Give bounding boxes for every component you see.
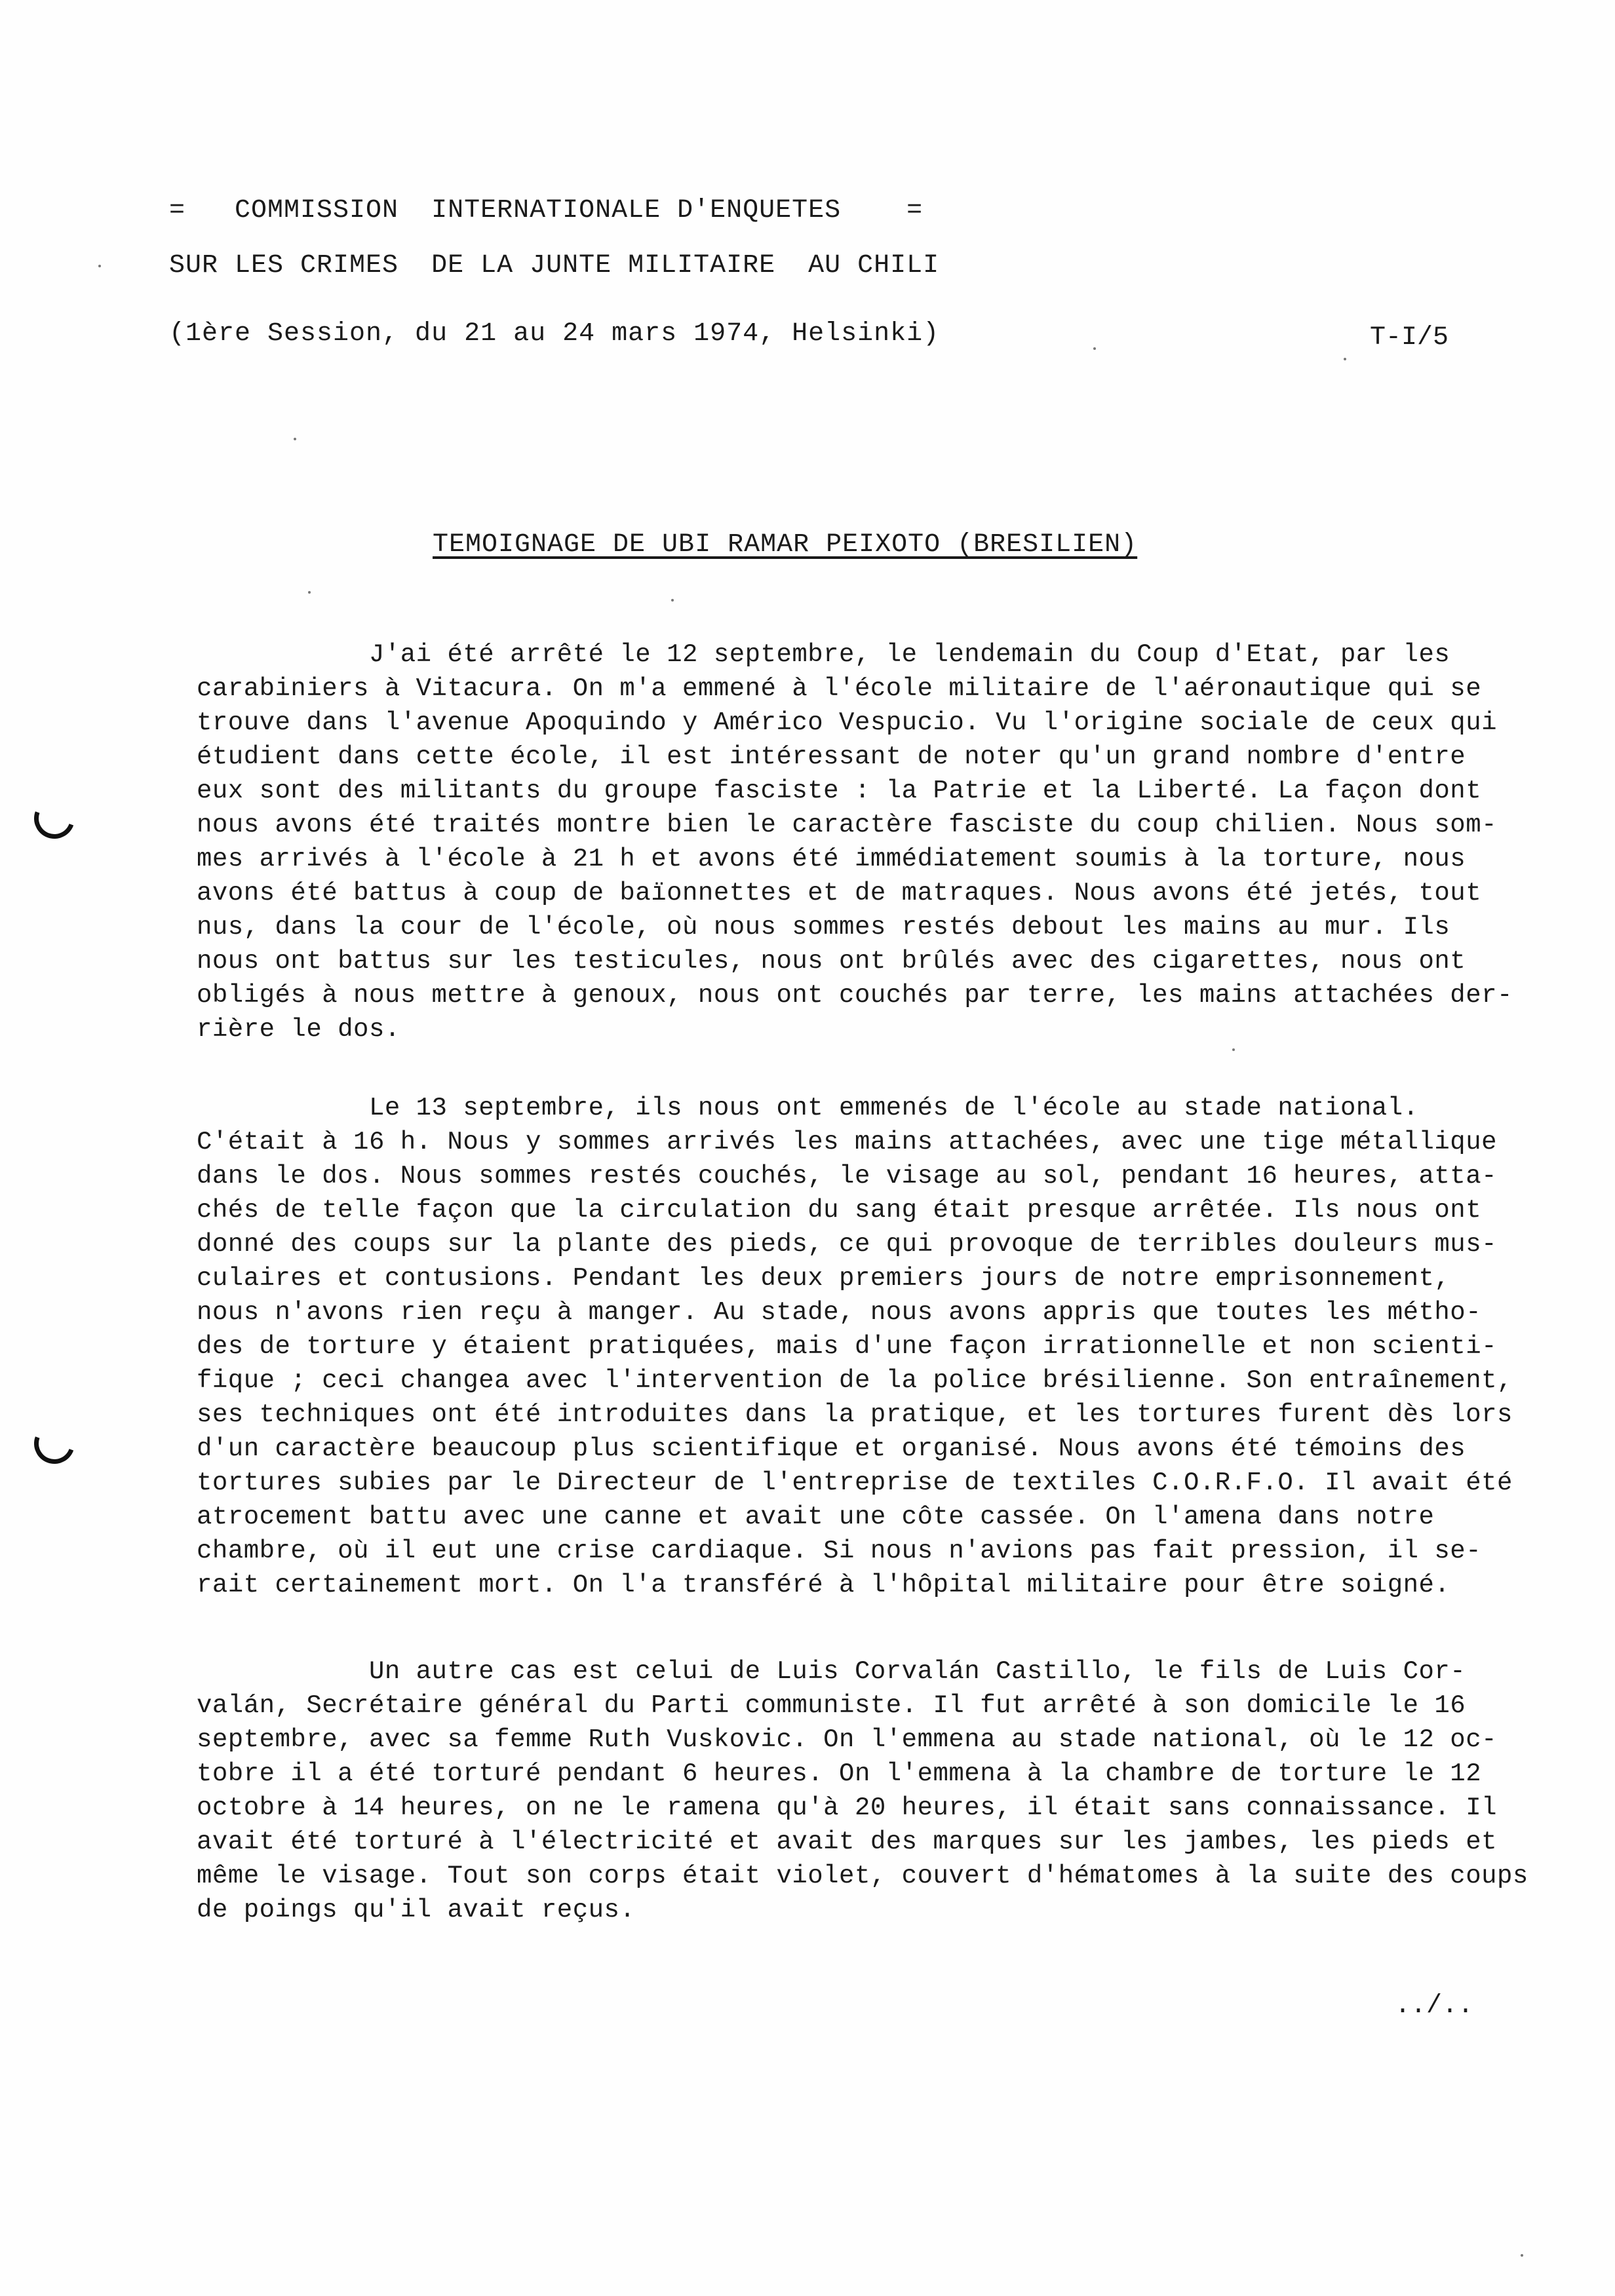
paragraph-line: carabiniers à Vitacura. On m'a emmené à l'école militaire de l'aéronautique qui se [197, 674, 1482, 703]
scan-speck [308, 591, 311, 594]
scan-speck [294, 438, 296, 440]
testimony-title: TEMOIGNAGE DE UBI RAMAR PEIXOTO (BRESILIEN) [433, 530, 1138, 560]
paragraph-line: C'était à 16 h. Nous y sommes arrivés les mains attachées, avec une tige métallique [197, 1128, 1498, 1157]
paragraph-line: Le 13 septembre, ils nous ont emmenés de l'école au stade national. [197, 1094, 1419, 1122]
session-info: (1ère Session, du 21 au 24 mars 1974, Helsinki) [169, 319, 940, 349]
paragraph-line: trouve dans l'avenue Apoquindo y Américo Vespucio. Vu l'origine sociale de ceux qui [197, 708, 1498, 737]
commission-title-line-1: = COMMISSION INTERNATIONALE D'ENQUETES = [169, 196, 924, 225]
scan-speck [1232, 1048, 1235, 1051]
paragraph-line: donné des coups sur la plante des pieds, ce qui provoque de terribles douleurs mus- [197, 1230, 1498, 1259]
paragraph-line: même le visage. Tout son corps était violet, couvert d'hématomes à la suite des coups [197, 1862, 1528, 1890]
paragraph-line: rait certainement mort. On l'a transféré à l'hôpital militaire pour être soigné. [197, 1571, 1450, 1599]
continuation-marker: ../.. [1395, 1991, 1474, 2021]
paragraph-line: septembre, avec sa femme Ruth Vuskovic. On l'emmena au stade national, où le 12 oc- [197, 1725, 1498, 1754]
paragraph-line: chés de telle façon que la circulation du sang était presque arrêtée. Ils nous ont [197, 1196, 1482, 1225]
document-reference: T-I/5 [1370, 323, 1449, 353]
paragraph-line: eux sont des militants du groupe fasciste : la Patrie et la Liberté. La façon dont [197, 776, 1482, 805]
paragraph-line: rière le dos. [197, 1015, 400, 1044]
paragraph-line: avons été battus à coup de baïonnettes et de matraques. Nous avons été jetés, tout [197, 879, 1482, 908]
paragraph-line: octobre à 14 heures, on ne le ramena qu'à 20 heures, il était sans connaissance. Il [197, 1793, 1498, 1822]
paragraph-line: de poings qu'il avait reçus. [197, 1896, 636, 1924]
paragraph-line: culaires et contusions. Pendant les deux premiers jours de notre emprisonnement, [197, 1264, 1450, 1293]
paragraph-line: obligés à nous mettre à genoux, nous ont couchés par terre, les mains attachées der- [197, 981, 1513, 1010]
paragraph-line: J'ai été arrêté le 12 septembre, le lendemain du Coup d'Etat, par les [197, 640, 1450, 669]
punch-hole-icon [28, 1417, 81, 1470]
paragraph-line: d'un caractère beaucoup plus scientifique et organisé. Nous avons été témoins des [197, 1434, 1466, 1463]
paragraph-line: nous avons été traités montre bien le caractère fasciste du coup chilien. Nous som- [197, 811, 1498, 839]
paragraph-line: nous n'avons rien reçu à manger. Au stade, nous avons appris que toutes les métho- [197, 1298, 1482, 1327]
paragraph-line: nous ont battus sur les testicules, nous ont brûlés avec des cigarettes, nous ont [197, 947, 1466, 976]
paragraph-line: mes arrivés à l'école à 21 h et avons été immédiatement soumis à la torture, nous [197, 845, 1466, 873]
scan-speck [98, 265, 101, 267]
punch-hole-icon [28, 792, 81, 845]
paragraph-line: tobre il a été torturé pendant 6 heures. On l'emmena à la chambre de torture le 12 [197, 1759, 1482, 1788]
paragraph-line: valán, Secrétaire général du Parti communiste. Il fut arrêté à son domicile le 16 [197, 1691, 1466, 1720]
paragraph-line: chambre, où il eut une crise cardiaque. Si nous n'avions pas fait pression, il se- [197, 1537, 1482, 1565]
scan-speck [1344, 358, 1346, 360]
paragraph-line: nus, dans la cour de l'école, où nous sommes restés debout les mains au mur. Ils [197, 913, 1450, 942]
paragraph-line: dans le dos. Nous sommes restés couchés, le visage au sol, pendant 16 heures, atta- [197, 1162, 1498, 1191]
paragraph-line: ses techniques ont été introduites dans la pratique, et les tortures furent dès lors [197, 1400, 1513, 1429]
paragraph-line: étudient dans cette école, il est intéressant de noter qu'un grand nombre d'entre [197, 742, 1466, 771]
paragraph-line: des de torture y étaient pratiquées, mais d'une façon irrationnelle et non scienti- [197, 1332, 1498, 1361]
paragraph-line: fique ; ceci changea avec l'intervention de la police brésilienne. Son entraînement, [197, 1366, 1513, 1395]
scan-speck [671, 599, 674, 602]
scan-speck [1521, 2254, 1523, 2257]
scan-speck [1093, 347, 1096, 350]
paragraph-line: Un autre cas est celui de Luis Corvalán Castillo, le fils de Luis Cor- [197, 1657, 1466, 1686]
paragraph-line: avait été torturé à l'électricité et avait des marques sur les jambes, les pieds et [197, 1827, 1498, 1856]
paragraph-line: atrocement battu avec une canne et avait une côte cassée. On l'amena dans notre [197, 1502, 1435, 1531]
paragraph-line: tortures subies par le Directeur de l'entreprise de textiles C.O.R.F.O. Il avait été [197, 1468, 1513, 1497]
commission-title-line-2: SUR LES CRIMES DE LA JUNTE MILITAIRE AU CHILI [169, 251, 940, 280]
